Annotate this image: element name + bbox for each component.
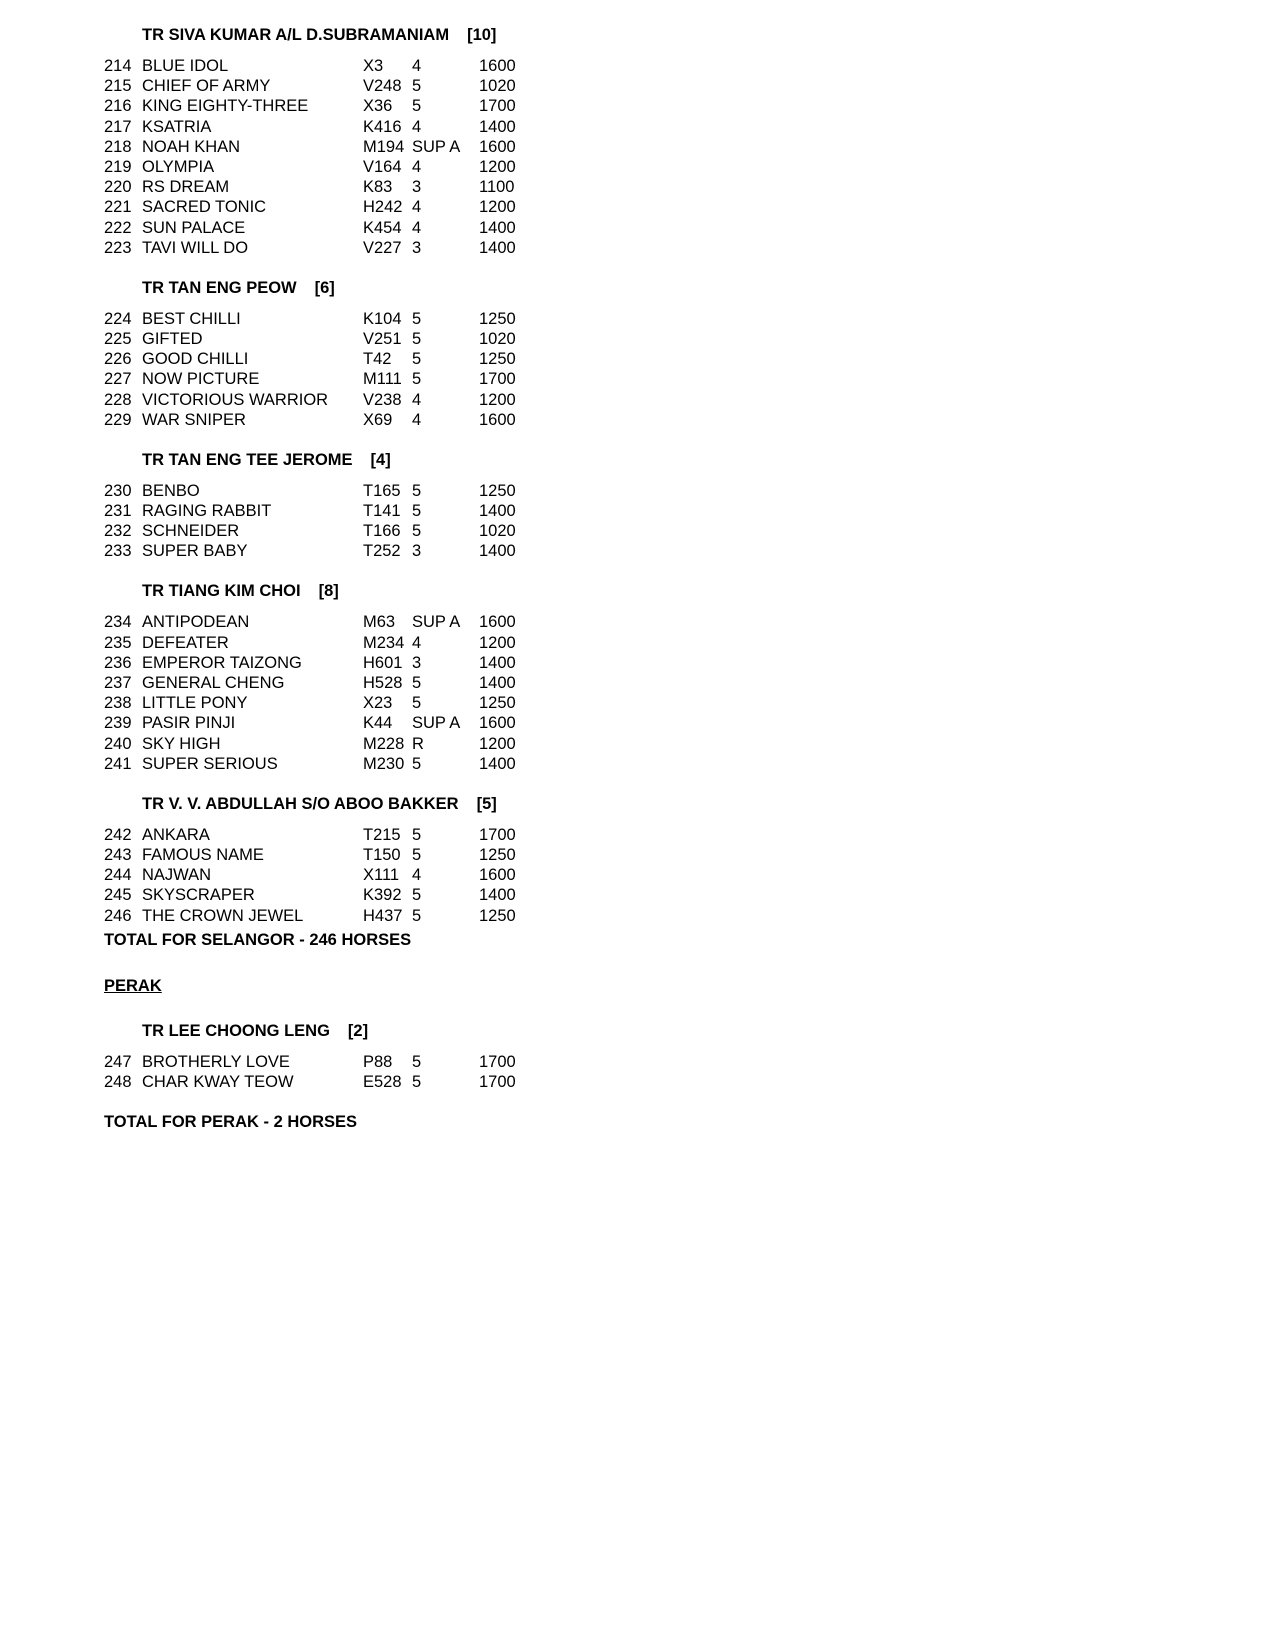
horse-rating: 1020 [479,330,516,348]
horse-number: 233 [104,542,132,561]
horse-class: 4 [412,410,422,429]
horse-number: 232 [104,522,132,541]
horse-name: KSATRIA [142,117,212,136]
horse-rating: 1400 [479,754,516,773]
horse-class: 5 [412,1053,422,1071]
horse-class: 4 [412,198,422,217]
horse-number: 225 [104,330,132,348]
horse-rating: 1400 [479,542,516,561]
horse-code: M111 [363,370,402,389]
horse-rating: 1400 [479,117,516,136]
horse-rating: 1400 [479,886,516,905]
horse-rating: 1400 [479,502,516,520]
horse-code: P88 [363,1053,393,1071]
trainer-name: TR TIANG KIM CHOI [142,582,301,601]
horse-class: 5 [412,77,422,96]
horse-name: SACRED TONIC [142,198,267,217]
trainer-horse-count: [10] [467,26,497,44]
horse-name: SUN PALACE [142,218,246,237]
horse-code: M63 [363,613,396,632]
horse-number: 223 [104,238,132,257]
horse-name: RS DREAM [142,178,230,197]
horse-name: FAMOUS NAME [142,846,264,864]
horse-rating: 1400 [479,218,516,237]
horse-name: GENERAL CHENG [142,674,285,692]
horse-code: T150 [363,846,401,864]
horse-class: 5 [412,481,422,500]
horse-code: T252 [363,542,401,561]
horse-number: 246 [104,906,132,925]
horse-code: V227 [363,238,402,257]
horse-code: H528 [363,674,403,692]
horse-class: 3 [412,238,422,257]
horse-number: 234 [104,613,132,632]
horse-class: 4 [412,117,422,136]
horse-code: V251 [363,330,402,348]
horse-rating: 1600 [479,613,516,632]
trainer-horse-count: [6] [314,278,335,297]
horse-number: 222 [104,218,132,237]
selangor-total: TOTAL FOR SELANGOR - 246 HORSES [104,931,412,949]
horse-number: 217 [104,117,132,136]
horse-class: R [412,734,424,753]
horse-rating: 1400 [479,238,516,257]
horse-number: 218 [104,137,132,156]
horse-class: 4 [412,57,422,75]
horse-code: M194 [363,137,405,156]
horse-number: 244 [104,866,132,885]
horse-code: V248 [363,77,402,96]
horse-rating: 1100 [479,178,515,197]
horse-class: 3 [412,653,422,672]
horse-class: 5 [412,754,422,773]
horse-class: 5 [412,1073,422,1092]
horse-class: 5 [412,886,422,905]
trainer-horse-count: [5] [476,794,497,813]
horse-rating: 1200 [479,390,516,409]
horse-number: 215 [104,77,132,96]
horse-code: T141 [363,502,401,520]
horse-code: X3 [363,57,384,75]
region-heading-perak: PERAK [104,977,162,995]
horse-rating: 1200 [479,633,516,652]
horse-code: K416 [363,117,402,136]
horse-number: 224 [104,309,132,328]
horse-name: BEST CHILLI [142,309,241,328]
horse-code: K454 [363,218,402,237]
horse-code: X111 [363,866,400,885]
horse-name: KING EIGHTY-THREE [142,97,309,116]
horse-rating: 1700 [479,1053,516,1071]
horse-class: 3 [412,542,422,561]
horse-number: 237 [104,674,132,692]
horse-number: 230 [104,481,132,500]
trainer-heading [142,278,335,298]
horse-rating: 1020 [479,522,516,541]
horse-name: SKYSCRAPER [142,886,255,905]
horse-class: 5 [412,825,422,844]
horse-name: ANKARA [142,825,210,844]
horse-class: 5 [412,906,422,925]
horse-name: NAJWAN [142,866,212,885]
horse-number: 248 [104,1073,132,1092]
horse-name: OLYMPIA [142,158,215,176]
horse-name: RAGING RABBIT [142,502,272,520]
horse-code: K104 [363,309,402,328]
trainer-name: TR TAN ENG PEOW [142,278,297,297]
horse-class: 5 [412,694,422,713]
trainer-heading [142,1021,368,1041]
horse-rating: 1250 [479,309,516,328]
horse-rating: 1200 [479,734,516,753]
trainer-heading [142,450,391,470]
horse-name: SCHNEIDER [142,522,240,541]
trainer-horse-count: [4] [370,450,391,469]
trainer-horse-count: [8] [318,582,339,601]
trainer-name: TR V. V. ABDULLAH S/O ABOO BAKKER [142,794,459,813]
trainer-heading [142,794,497,814]
horse-code: H601 [363,653,403,672]
perak-total: TOTAL FOR PERAK - 2 HORSES [104,1113,358,1131]
horse-rating: 1250 [479,694,516,713]
horse-code: X23 [363,694,393,713]
horse-number: 242 [104,825,132,844]
horse-rating: 1200 [479,158,516,176]
horse-code: H437 [363,906,403,925]
horse-number: 241 [104,754,132,773]
trainer-horse-count: [2] [347,1022,369,1040]
horse-name: ANTIPODEAN [142,613,250,632]
horse-code: H242 [363,198,403,217]
horse-code: M228 [363,734,405,753]
horse-name: SKY HIGH [142,734,221,753]
horse-number: 216 [104,97,132,116]
horse-rating: 1250 [479,481,516,500]
horse-class: 5 [412,309,422,328]
horse-name: WAR SNIPER [142,410,246,429]
horse-name: CHIEF OF ARMY [142,77,271,96]
horse-rating: 1700 [479,825,516,844]
horse-rating: 1250 [479,846,516,864]
horse-code: X36 [363,97,393,116]
horse-number: 238 [104,694,132,713]
horse-rating: 1200 [479,198,516,217]
horse-name: SUPER BABY [142,542,248,561]
horse-name: TAVI WILL DO [142,238,249,257]
horse-number: 229 [104,410,132,429]
horse-class: 5 [412,370,422,389]
horse-rating: 1700 [479,1073,516,1092]
horse-class: 5 [412,330,422,348]
horse-name: PASIR PINJI [142,714,236,733]
horse-code: M234 [363,633,405,652]
horse-code: M230 [363,754,405,773]
horse-number: 245 [104,886,132,905]
horse-code: T215 [363,825,401,844]
horse-number: 236 [104,653,132,672]
horse-name: BLUE IDOL [142,57,229,75]
horse-code: K392 [363,886,402,905]
horse-rating: 1250 [479,350,516,369]
horse-number: 219 [104,158,132,176]
horse-code: V238 [363,390,402,409]
horse-rating: 1700 [479,370,516,389]
horse-class: 4 [412,158,422,176]
horse-name: SUPER SERIOUS [142,754,278,773]
horse-name: THE CROWN JEWEL [142,906,304,925]
horse-class: 5 [412,522,422,541]
horse-number: 235 [104,633,132,652]
horse-name: DEFEATER [142,633,229,652]
horse-rating: 1600 [479,57,516,75]
horse-class: SUP A [412,613,461,632]
horse-name: GOOD CHILLI [142,350,249,369]
horse-rating: 1600 [479,137,516,156]
horse-code: T42 [363,350,392,369]
horse-code: E528 [363,1073,402,1092]
horse-number: 228 [104,390,132,409]
trainer-name: TR SIVA KUMAR A/L D.SUBRAMANIAM [142,26,450,44]
horse-number: 240 [104,734,132,753]
horse-class: 5 [412,502,422,520]
trainer-heading [142,25,496,45]
horse-number: 231 [104,502,132,520]
horse-code: K83 [363,178,393,197]
horse-rating: 1600 [479,410,516,429]
horse-name: BROTHERLY LOVE [142,1053,290,1071]
horse-class: 3 [412,178,422,197]
trainer-name: TR TAN ENG TEE JEROME [142,450,353,469]
horse-name: BENBO [142,481,200,500]
horse-rating: 1400 [479,674,516,692]
horse-class: 5 [412,846,422,864]
horse-name: EMPEROR TAIZONG [142,653,302,672]
horse-class: SUP A [412,137,461,156]
horse-class: 5 [412,350,422,369]
horse-name: CHAR KWAY TEOW [142,1073,294,1092]
horse-number: 239 [104,714,132,733]
horse-number: 243 [104,846,132,864]
horse-code: X69 [363,410,393,429]
horse-name: NOW PICTURE [142,370,260,389]
horse-number: 214 [104,57,132,75]
trainer-heading [142,581,339,601]
horse-class: SUP A [412,714,461,733]
horse-number: 226 [104,350,132,369]
horse-name: NOAH KHAN [142,137,241,156]
horse-rating: 1250 [479,906,516,925]
horse-code: T165 [363,481,401,500]
horse-code: V164 [363,158,402,176]
horse-class: 5 [412,674,422,692]
horse-number: 221 [104,198,132,217]
horse-rating: 1700 [479,97,516,116]
horse-name: LITTLE PONY [142,694,248,713]
horse-class: 4 [412,633,422,652]
horse-rating: 1400 [479,653,516,672]
horse-code: T166 [363,522,401,541]
horse-rating: 1600 [479,866,516,885]
horse-class: 4 [412,390,422,409]
horse-number: 247 [104,1053,132,1071]
trainer-name: TR LEE CHOONG LENG [142,1022,330,1040]
horse-rating: 1020 [479,77,516,96]
horse-class: 4 [412,218,422,237]
horse-rating: 1600 [479,714,516,733]
horse-class: 4 [412,866,422,885]
horse-class: 5 [412,97,422,116]
horse-number: 227 [104,370,132,389]
horse-code: K44 [363,714,393,733]
horse-name: GIFTED [142,330,203,348]
horse-name: VICTORIOUS WARRIOR [142,390,329,409]
horse-number: 220 [104,178,132,197]
